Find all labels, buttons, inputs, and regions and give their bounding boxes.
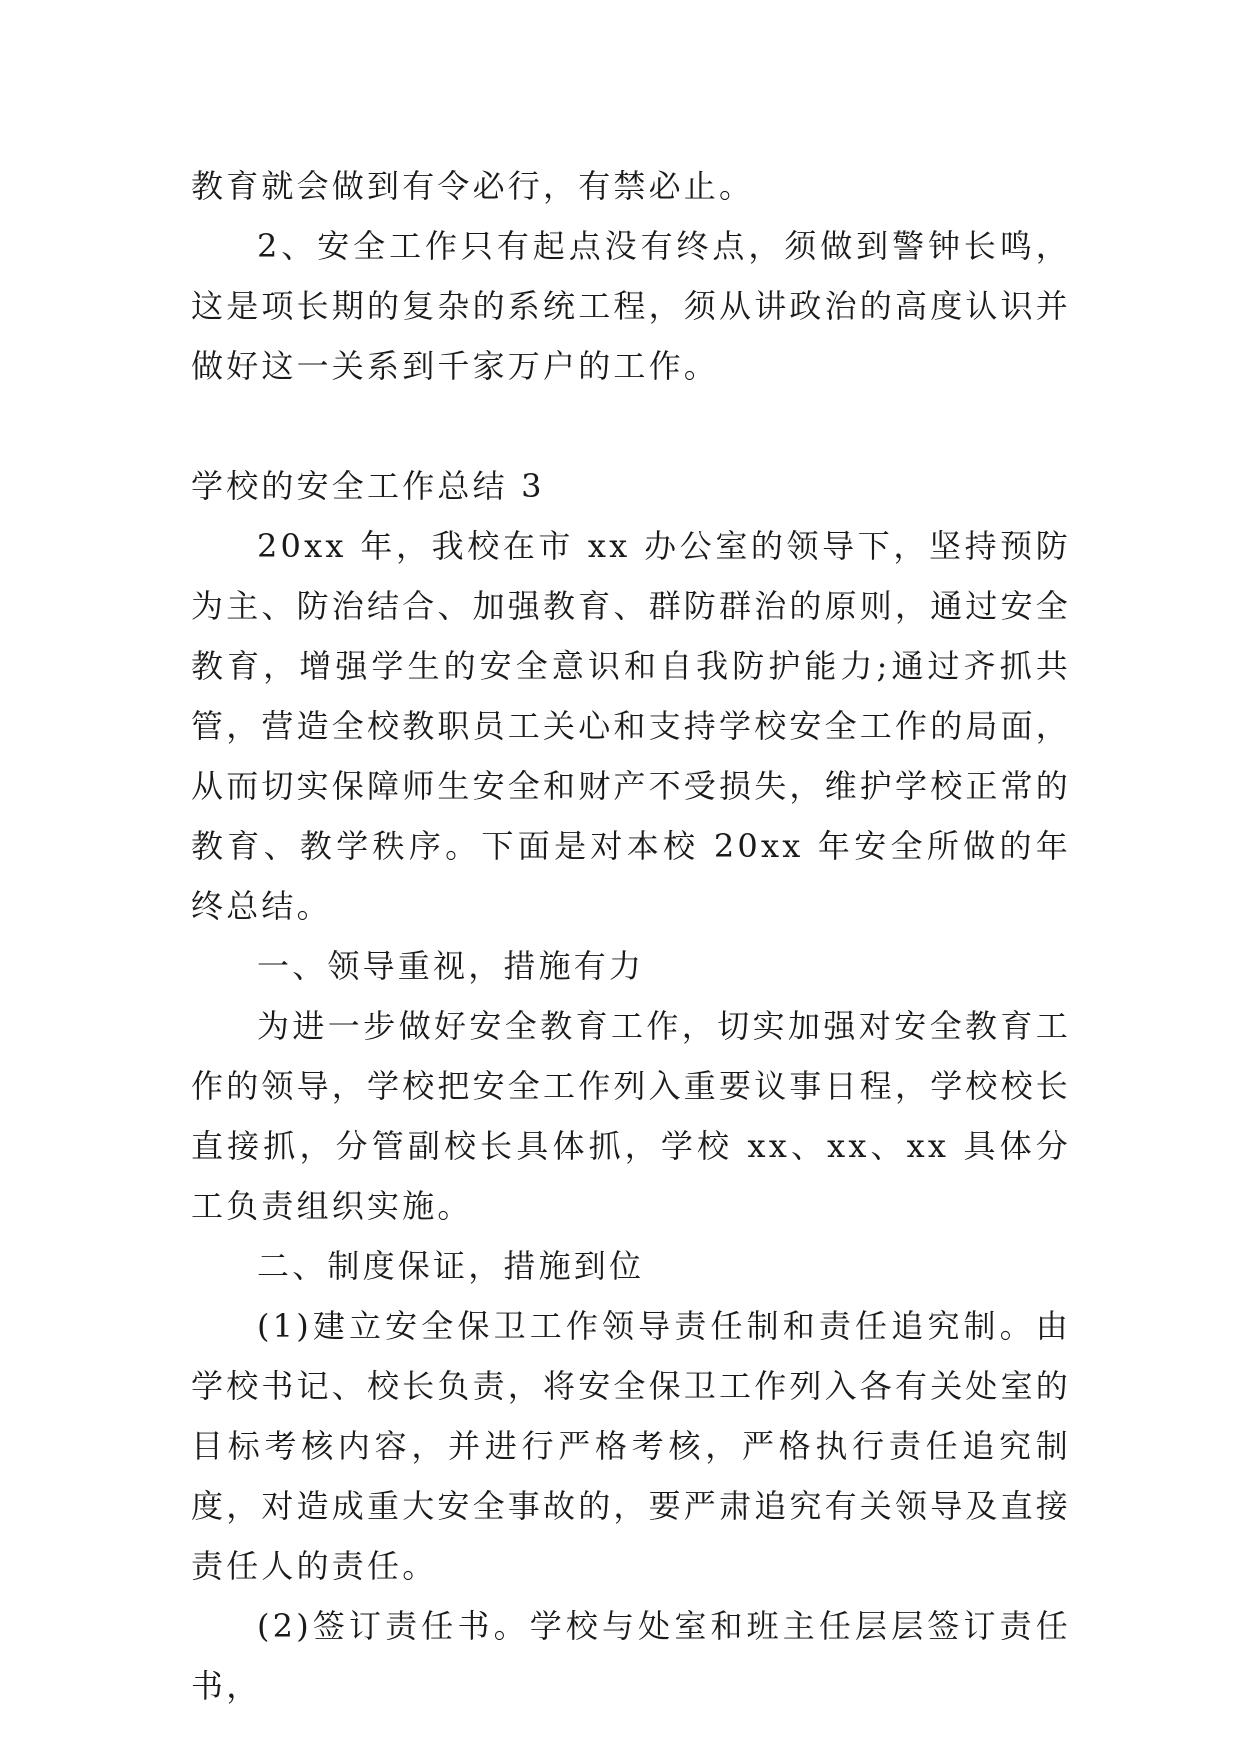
subheading-leadership: 一、领导重视，措施有力 bbox=[257, 947, 645, 985]
paragraph-leadership: 为进一步做好安全教育工作，切实加强对安全教育工作的领导，学校把安全工作列入重要议事日程，学校校长直接抓，分管副校长具体抓，学校 xx、xx、xx 具体分工负责组织实施。 bbox=[191, 1007, 1072, 1225]
subheading-system: 二、制度保证，措施到位 bbox=[257, 1247, 645, 1285]
paragraph-agreement: (2)签订责任书。学校与处室和班主任层层签订责任书， bbox=[191, 1607, 1071, 1705]
document-body bbox=[191, 156, 1071, 1716]
paragraph-point-2: 2、安全工作只有起点没有终点，须做到警钟长鸣，这是项长期的复杂的系统工程，须从讲政治的高度认识并做好这一关系到千家万户的工作。 bbox=[191, 227, 1072, 385]
section-title: 学校的安全工作总结 3 bbox=[191, 467, 545, 505]
paragraph-continuation: 教育就会做到有令必行，有禁必止。 bbox=[191, 167, 755, 205]
paragraph-intro: 20xx 年，我校在市 xx 办公室的领导下，坚持预防为主、防治结合、加强教育、群防群治的原则，通过安全教育，增强学生的安全意识和自我防护能力;通过齐抓共管，营造全校教职员工关心和支持学校安全工作的局面，从而切实保障师生安全和财产不受损失，维护学校正常的教育、教学秩序。下面是对本校 20xx 年安全所做的年终总结。 bbox=[191, 527, 1072, 925]
paragraph-responsibility: (1)建立安全保卫工作领导责任制和责任追究制。由学校书记、校长负责，将安全保卫工作列入各有关处室的目标考核内容，并进行严格考核，严格执行责任追究制度，对造成重大安全事故的，要严肃追究有关领导及直接责任人的责任。 bbox=[191, 1307, 1072, 1585]
section-spacer bbox=[191, 396, 1071, 456]
